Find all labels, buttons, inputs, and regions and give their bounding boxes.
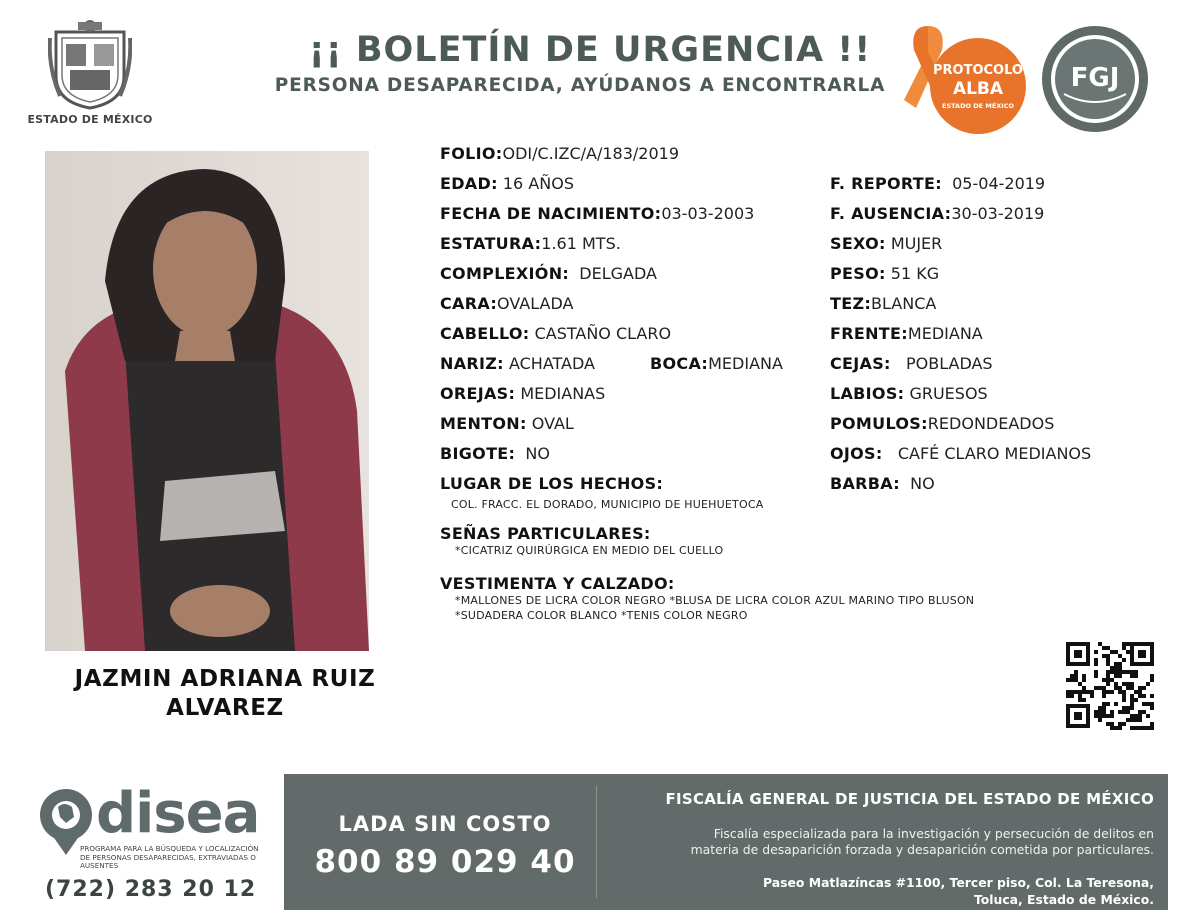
fgj-address	[606, 874, 1154, 908]
odisea-phone[interactable]: (722) 283 20 12	[45, 877, 257, 902]
odisea-description: PROGRAMA PARA LA BÚSQUEDA Y LOCALIZACIÓN DE PERSONAS DESAPARECIDAS, EXTRAVIADAS O AUSENTES	[80, 844, 259, 870]
fgj-description	[606, 826, 1154, 858]
band-divider	[596, 786, 597, 898]
field-estatura: ESTATURA:1.61 MTS.	[440, 234, 621, 253]
field-nariz: NARIZ: ACHATADA	[440, 354, 595, 373]
field-bigote: BIGOTE: NO	[440, 444, 550, 463]
qr-code-icon[interactable]	[1064, 640, 1156, 730]
fgj-address-line1: Paseo Matlazíncas #1100, Tercer piso, Col. La Teresona,	[763, 875, 1154, 890]
fgj-name: FISCALÍA GENERAL DE JUSTICIA DEL ESTADO DE MÉXICO	[665, 790, 1154, 808]
missing-person-name: JAZMIN ADRIANA RUIZ ALVAREZ	[74, 666, 376, 721]
alba-line1: PROTOCOLO	[933, 63, 1023, 78]
field-f-reporte: F. REPORTE: 05-04-2019	[830, 174, 1046, 193]
estado-de-mexico-caption: ESTADO DE MÉXICO	[27, 113, 153, 126]
fgj-seal-logo	[1040, 24, 1150, 134]
field-sexo: SEXO: MUJER	[830, 234, 943, 253]
field-lugar-label: LUGAR DE LOS HECHOS:	[440, 474, 664, 493]
field-ojos: OJOS: CAFÉ CLARO MEDIANOS	[830, 444, 1092, 463]
field-senas-value: *CICATRIZ QUIRÚRGICA EN MEDIO DEL CUELLO	[455, 544, 724, 557]
fgj-description-line2: materia de desaparición forzada y desaparición cometida por particulares.	[690, 842, 1154, 857]
odisea-wordmark: disea	[96, 781, 260, 846]
field-cabello: CABELLO: CASTAÑO CLARO	[440, 324, 672, 343]
field-complexion: COMPLEXIÓN: DELGADA	[440, 264, 657, 283]
estado-de-mexico-coat-of-arms-icon	[48, 18, 132, 110]
bulletin-title: ¡¡ BOLETÍN DE URGENCIA !!	[308, 30, 872, 70]
fgj-seal-text: FGJ	[1070, 63, 1120, 93]
field-vestimenta-line1: *MALLONES DE LICRA COLOR NEGRO *BLUSA DE LICRA COLOR AZUL MARINO TIPO BLUSON	[455, 594, 975, 607]
lada-sin-costo-label: LADA SIN COSTO	[338, 812, 552, 836]
lada-phone-number[interactable]: 800 89 029 40	[314, 844, 576, 880]
fgj-address-line2: Toluca, Estado de México.	[973, 892, 1154, 907]
bulletin-subtitle: PERSONA DESAPARECIDA, AYÚDANOS A ENCONTRARLA	[274, 75, 886, 96]
field-menton: MENTON: OVAL	[440, 414, 574, 433]
field-vestimenta-line2: *SUDADERA COLOR BLANCO *TENIS COLOR NEGRO	[455, 609, 748, 622]
field-pomulos: POMULOS:REDONDEADOS	[830, 414, 1055, 433]
field-peso: PESO: 51 KG	[830, 264, 940, 283]
fgj-description-line1: Fiscalía especializada para la investigación y persecución de delitos en	[713, 826, 1154, 841]
field-tez: TEZ:BLANCA	[830, 294, 937, 313]
field-edad: EDAD: 16 AÑOS	[440, 174, 574, 193]
field-vestimenta-label: VESTIMENTA Y CALZADO:	[440, 574, 675, 593]
protocolo-alba-logo	[930, 38, 1026, 134]
missing-person-photo	[45, 151, 369, 651]
field-labios: LABIOS: GRUESOS	[830, 384, 988, 403]
alba-line2: ALBA	[952, 79, 1004, 99]
field-cejas: CEJAS: POBLADAS	[830, 354, 993, 373]
field-cara: CARA:OVALADA	[440, 294, 574, 313]
field-folio: FOLIO:ODI/C.IZC/A/183/2019	[440, 144, 679, 163]
field-fecha-nacimiento: FECHA DE NACIMIENTO:03-03-2003	[440, 204, 755, 223]
field-senas-label: SEÑAS PARTICULARES:	[440, 524, 651, 543]
field-orejas: OREJAS: MEDIANAS	[440, 384, 606, 403]
field-barba: BARBA: NO	[830, 474, 935, 493]
field-boca: BOCA:MEDIANA	[650, 354, 783, 373]
alba-line3: ESTADO DE MÉXICO	[942, 102, 1014, 110]
field-f-ausencia: F. AUSENCIA:30-03-2019	[830, 204, 1045, 223]
field-lugar-value: COL. FRACC. EL DORADO, MUNICIPIO DE HUEHUETOCA	[451, 498, 764, 511]
field-frente: FRENTE:MEDIANA	[830, 324, 983, 343]
